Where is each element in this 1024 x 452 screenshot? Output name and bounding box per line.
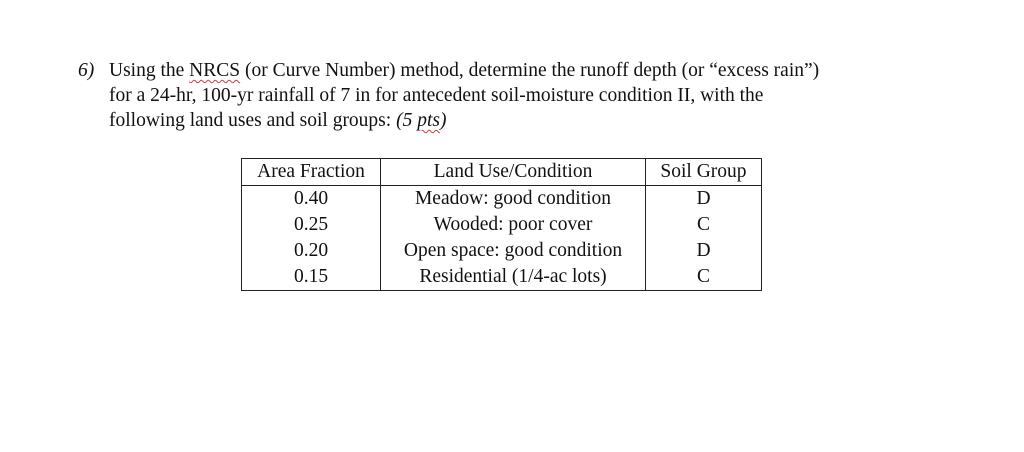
question-number: 6) xyxy=(78,60,95,81)
problem-line-2: for a 24-hr, 100-yr rainfall of 7 in for antecedent soil-moisture condition II, with the xyxy=(109,85,764,106)
area-fraction-cell: 0.15 xyxy=(242,264,381,291)
problem-line-3 xyxy=(78,108,978,133)
header-land-use: Land Use/Condition xyxy=(381,159,646,186)
soil-group-cell: C xyxy=(646,212,762,238)
nrcs-term: NRCS xyxy=(189,60,241,81)
area-fraction-cell: 0.40 xyxy=(242,186,381,213)
problem-text-1a: Using the xyxy=(109,60,190,81)
soil-group-cell: D xyxy=(646,238,762,264)
table-row xyxy=(242,264,762,291)
land-use-table xyxy=(241,158,762,291)
table-row xyxy=(242,238,762,264)
land-use-cell: Open space: good condition xyxy=(381,238,646,264)
table-row xyxy=(242,212,762,238)
table-header-row xyxy=(242,159,762,186)
land-use-cell: Meadow: good condition xyxy=(381,186,646,213)
problem-text-1b: (or Curve Number) method, determine the runoff depth (or “excess rain”) xyxy=(240,60,820,81)
area-fraction-cell: 0.25 xyxy=(242,212,381,238)
soil-group-cell: D xyxy=(646,186,762,213)
soil-group-cell: C xyxy=(646,264,762,291)
problem-line-1 xyxy=(78,58,978,83)
table-row xyxy=(242,186,762,213)
points-value: (5 pts) xyxy=(396,110,447,131)
problem-text-3: following land uses and soil groups: xyxy=(109,110,397,131)
land-use-cell: Wooded: poor cover xyxy=(381,212,646,238)
header-soil-group: Soil Group xyxy=(646,159,762,186)
problem-statement xyxy=(78,58,978,133)
land-use-cell: Residential (1/4-ac lots) xyxy=(381,264,646,291)
area-fraction-cell: 0.20 xyxy=(242,238,381,264)
header-area-fraction: Area Fraction xyxy=(242,159,381,186)
